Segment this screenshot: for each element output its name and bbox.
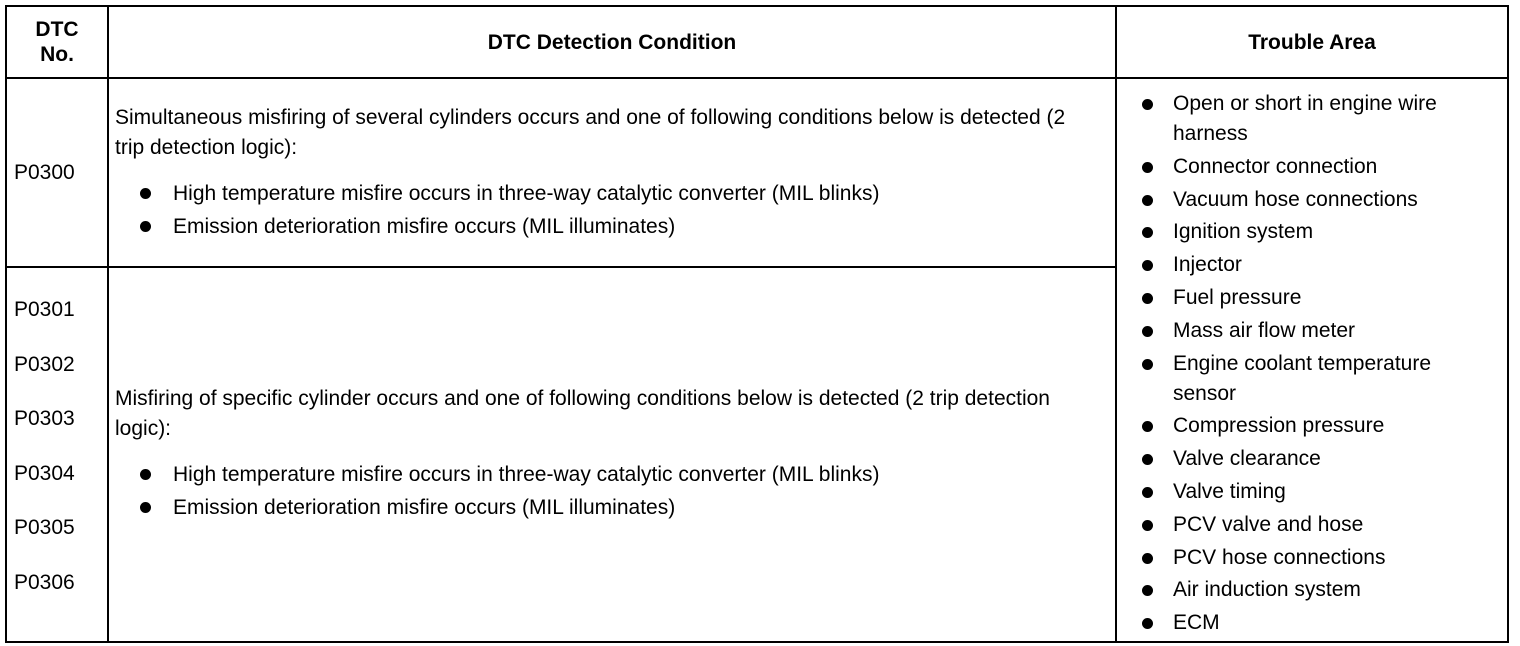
trouble-area-item: Engine coolant temperature sensor bbox=[1173, 351, 1431, 405]
bullet-icon bbox=[1142, 99, 1153, 110]
bullet-text: Emission deterioration misfire occurs (MIL illuminates) bbox=[173, 214, 676, 238]
trouble-area-item: Fuel pressure bbox=[1173, 285, 1302, 309]
dtc-code-list bbox=[7, 268, 107, 625]
list-item bbox=[140, 210, 1093, 243]
list-item bbox=[1142, 543, 1495, 573]
bullet-icon bbox=[1142, 421, 1153, 432]
header-row bbox=[6, 6, 1508, 78]
trouble-area-item: PCV hose connections bbox=[1173, 545, 1386, 569]
list-item bbox=[1142, 185, 1495, 215]
trouble-area-item: Air induction system bbox=[1173, 578, 1361, 602]
dtc-code: P0304 bbox=[14, 461, 75, 485]
bullet-icon bbox=[1142, 359, 1153, 370]
dtc-code: P0306 bbox=[14, 570, 75, 594]
condition-bullet-list bbox=[115, 458, 1093, 524]
list-item bbox=[1142, 89, 1495, 149]
list-item bbox=[1142, 217, 1495, 247]
bullet-text: High temperature misfire occurs in three-way catalytic converter (MIL blinks) bbox=[173, 463, 880, 487]
bullet-icon bbox=[140, 188, 151, 199]
list-item bbox=[140, 177, 1093, 210]
header-detection-condition: DTC Detection Condition bbox=[108, 6, 1116, 78]
bullet-icon bbox=[1142, 293, 1153, 304]
trouble-area-item: Valve clearance bbox=[1173, 447, 1321, 471]
bullet-icon bbox=[1142, 585, 1153, 596]
bullet-icon bbox=[140, 221, 151, 232]
trouble-area-item: Ignition system bbox=[1173, 220, 1314, 244]
condition-text: Simultaneous misfiring of several cylinders occurs and one of following conditions below is detected (2 trip detection logic): bbox=[115, 105, 1066, 159]
trouble-area-item: ECM bbox=[1173, 611, 1220, 635]
list-item bbox=[1142, 152, 1495, 182]
header-dtc-no bbox=[6, 6, 108, 78]
header-trouble-area: Trouble Area bbox=[1116, 6, 1508, 78]
list-item bbox=[1142, 411, 1495, 441]
list-item bbox=[1142, 510, 1495, 540]
bullet-icon bbox=[1142, 553, 1153, 564]
dtc-table bbox=[5, 5, 1509, 643]
list-item bbox=[1142, 575, 1495, 605]
bullet-text: Emission deterioration misfire occurs (MIL illuminates) bbox=[173, 496, 676, 520]
dtc-code: P0303 bbox=[14, 407, 75, 430]
bullet-icon bbox=[140, 469, 151, 480]
bullet-icon bbox=[1142, 454, 1153, 465]
header-dtc-no-line2: No. bbox=[40, 43, 74, 66]
trouble-area-item: Injector bbox=[1173, 253, 1242, 277]
dtc-code: P0301 bbox=[14, 298, 75, 321]
bullet-icon bbox=[140, 502, 151, 513]
trouble-area-item: Valve timing bbox=[1173, 479, 1286, 503]
list-item bbox=[1142, 283, 1495, 313]
dtc-code: P0300 bbox=[14, 160, 75, 184]
trouble-area-list bbox=[1142, 89, 1495, 638]
list-item bbox=[1142, 349, 1495, 409]
dtc-code: P0302 bbox=[14, 352, 75, 376]
trouble-area-item: Compression pressure bbox=[1173, 414, 1385, 438]
dtc-code-cell bbox=[6, 267, 108, 642]
trouble-area-item: Mass air flow meter bbox=[1173, 318, 1356, 342]
list-item bbox=[1142, 444, 1495, 474]
list-item bbox=[1142, 316, 1495, 346]
trouble-area-item: Connector connection bbox=[1173, 154, 1378, 178]
list-item bbox=[140, 458, 1093, 491]
bullet-text: High temperature misfire occurs in three-way catalytic converter (MIL blinks) bbox=[173, 181, 880, 205]
bullet-icon bbox=[1142, 260, 1153, 271]
trouble-area-item: Open or short in engine wire harness bbox=[1173, 92, 1437, 145]
detection-condition-cell bbox=[108, 267, 1116, 642]
detection-condition-cell bbox=[108, 78, 1116, 267]
dtc-code-cell bbox=[6, 78, 108, 267]
header-dtc-no-line1: DTC bbox=[35, 18, 79, 41]
list-item bbox=[1142, 608, 1495, 638]
condition-bullet-list bbox=[115, 177, 1093, 243]
bullet-icon bbox=[1142, 326, 1153, 337]
trouble-area-item: PCV valve and hose bbox=[1173, 512, 1364, 536]
list-item bbox=[140, 491, 1093, 524]
bullet-icon bbox=[1142, 195, 1153, 206]
trouble-area-cell bbox=[1116, 78, 1508, 642]
list-item bbox=[1142, 477, 1495, 507]
bullet-icon bbox=[1142, 618, 1153, 629]
bullet-icon bbox=[1142, 162, 1153, 173]
list-item bbox=[1142, 250, 1495, 280]
bullet-icon bbox=[1142, 487, 1153, 498]
trouble-area-item: Vacuum hose connections bbox=[1173, 187, 1418, 211]
bullet-icon bbox=[1142, 520, 1153, 531]
table-row bbox=[6, 78, 1508, 267]
condition-text: Misfiring of specific cylinder occurs and one of following conditions below is detected (2 trip detection logic): bbox=[115, 387, 1050, 441]
dtc-code: P0305 bbox=[14, 516, 75, 539]
bullet-icon bbox=[1142, 227, 1153, 238]
